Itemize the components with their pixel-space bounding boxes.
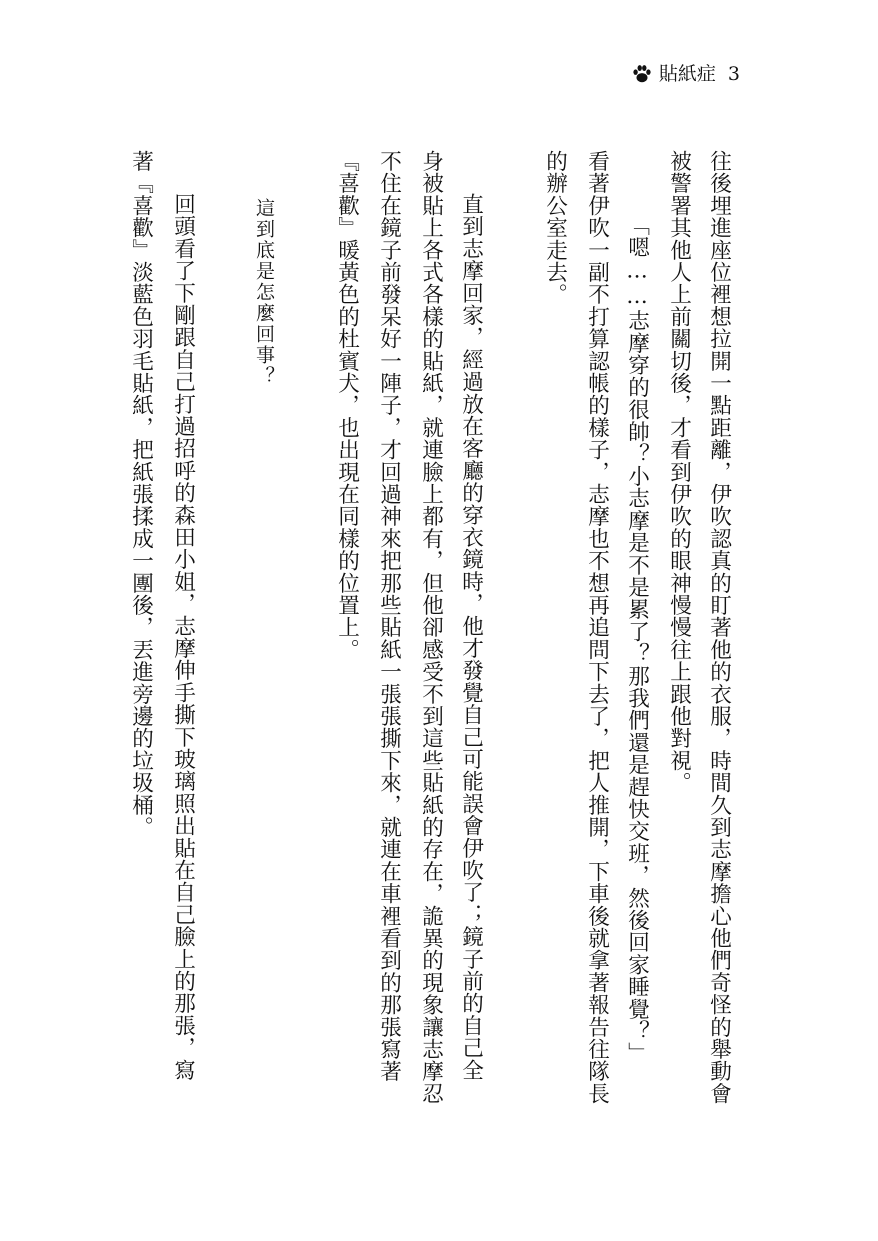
text-line-3: 「嗯……志摩穿的很帥？小志摩是不是累了？那我們還是趕快交班，然後回家睡覺？」 bbox=[624, 214, 650, 1065]
text-line-1: 往後埋進座位裡想拉開一點距離，伊吹認真的盯著他的衣服，時間久到志摩擔心他們奇怪的舉動會 bbox=[706, 150, 732, 1105]
page-header bbox=[631, 62, 740, 86]
text-line-7: 身被貼上各式各樣的貼紙，就連臉上都有，但他卻感受不到這些貼紙的存在，詭異的現象讓志摩忍 bbox=[418, 150, 444, 1105]
text-line-9: 『喜歡』暖黃色的杜賓犬，也出現在同樣的位置上。 bbox=[334, 150, 360, 661]
inner-thought-line: 這到底是怎麼回事？ bbox=[253, 198, 275, 387]
text-line-11: 回頭看了下剛跟自己打過招呼的森田小姐，志摩伸手撕下玻璃照出貼在自己臉上的那張，寫 bbox=[170, 193, 196, 1081]
page-number: 3 bbox=[727, 63, 740, 85]
text-line-6: 直到志摩回家，經過放在客廳的穿衣鏡時，他才發覺自己可能誤會伊吹了；鏡子前的自己全 bbox=[458, 193, 484, 1081]
paw-icon bbox=[631, 63, 653, 85]
text-line-8: 不住在鏡子前發呆好一陣子，才回過神來把那些貼紙一張張撕下來，就連在車裡看到的那張寫著 bbox=[376, 150, 402, 1083]
text-line-5: 的辦公室走去。 bbox=[542, 150, 568, 306]
text-line-4: 看著伊吹一副不打算認帳的樣子，志摩也不想再追問下去了，把人推開，下車後就拿著報告往隊長 bbox=[584, 150, 610, 1105]
book-title: 貼紙症 bbox=[658, 63, 716, 85]
text-line-2: 被警署其他人上前關切後，才看到伊吹的眼神慢慢往上跟他對視。 bbox=[666, 150, 692, 794]
text-line-12: 著『喜歡』淡藍色羽毛貼紙，把紙張揉成一團後，丟進旁邊的垃圾桶。 bbox=[128, 150, 154, 839]
